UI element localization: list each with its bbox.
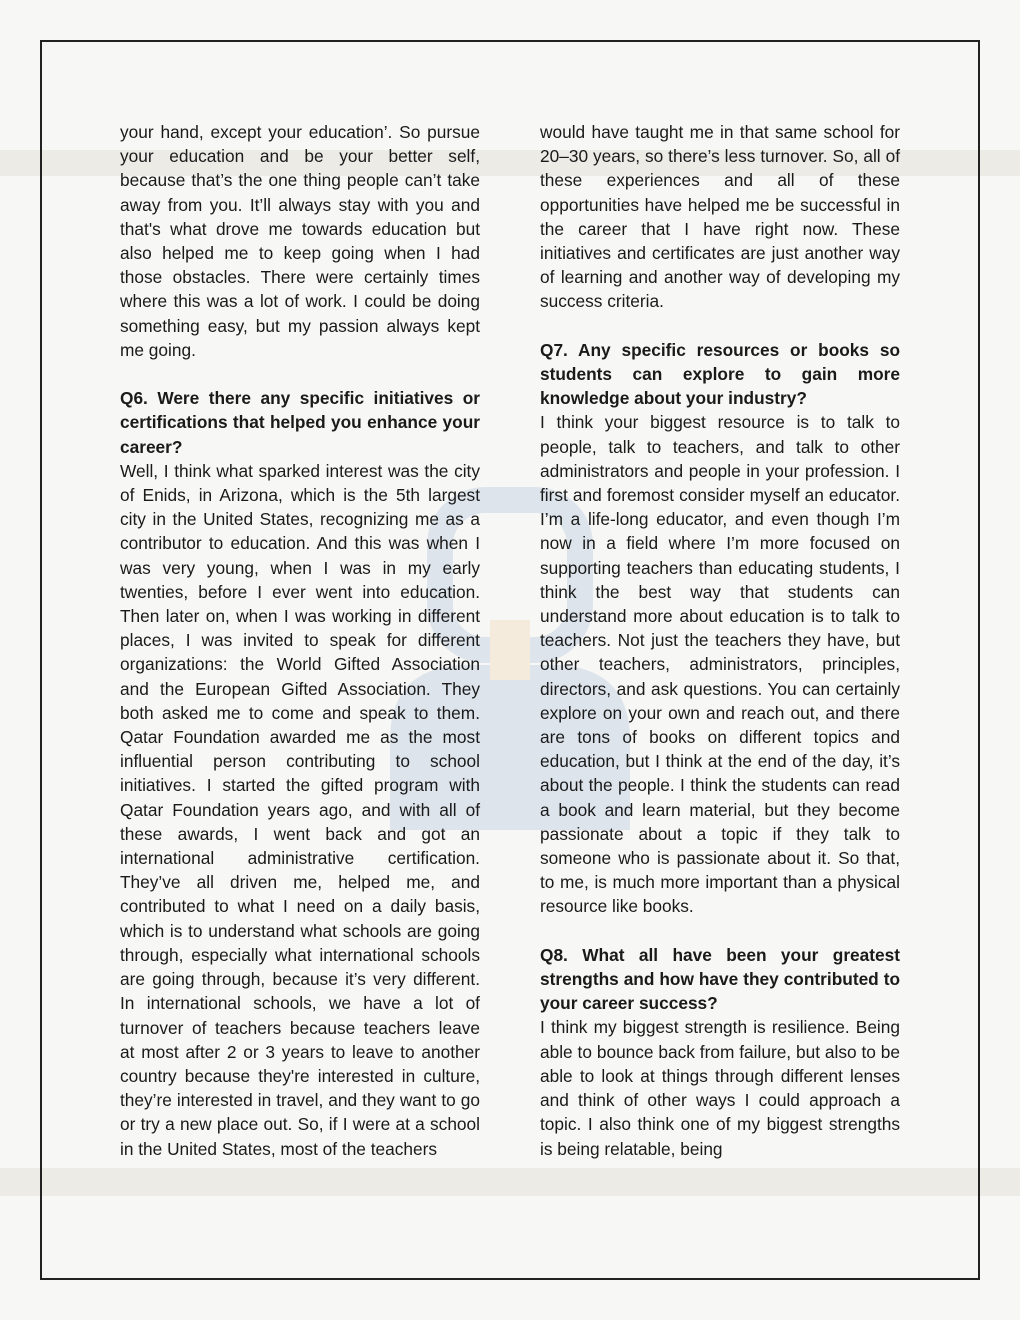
paragraph-continued: your hand, except your education’. So pursue your education and be your better self, because that’s the one thing people can’t take away from you. It’ll always stay with you and that's what drove me towards education but also helped me to keep going when I had those obstacles. There were certainly times where this was a lot of work. I could be doing something easy, but my passion always kept me going. — [120, 122, 480, 360]
question-8-heading: Q8. What all have been your greatest strengths and how have they contributed to your career success? — [540, 944, 900, 1014]
question-7-heading: Q7. Any specific resources or books so students can explore to gain more knowledge about your industry? — [540, 339, 900, 409]
answer-6: Well, I think what sparked interest was the city of Enids, in Arizona, which is the 5th largest city in the United States, recognizing me as a contributor to education. And this was when I was very young, when I was in my early twenties, before I ever went into education. Then later on, when I was working in different places, I was invited to speak for different organizations: the World Gifted Association and the European Gifted Association. They both asked me to come and speak to them. Qatar Foundation awarded me as the most influential person contributing to school initiatives. I started the gifted program with Qatar Foundation years ago, and with all of these awards, I went back and got an international administrative certification. They’ve all driven me, helped me, and contributed to what I need on a daily basis, which is to understand what schools are going through, especially what international schools are going through, because it’s very different. In international schools, we have a lot of turnover of teachers because teachers leave at most after 2 or 3 years to leave to another country because they're interested in culture, they’re interested in travel, and they want to go or try a new place out. So, if I were at a school in the United States, most of the teachers — [120, 460, 480, 1159]
left-column — [120, 120, 480, 1161]
paragraph-continued-right: would have taught me in that same school for 20–30 years, so there’s less turnover. So, all of these experiences and all of these opportunities have helped me be successful in the career that I have right now. These initiatives and certificates are just another way of learning and another way of developing my success criteria. — [540, 122, 900, 312]
right-column — [540, 120, 900, 1161]
answer-7: I think your biggest resource is to talk to people, talk to teachers, and talk to other administrators and people in your profession. I first and foremost consider myself an educator. I’m a life-long educator, and even though I’m now in a field where I’m more focused on supporting teachers than educating students, I think the best way that students can understand more about education is to talk to teachers. Not just the teachers they have, but other teachers, administrators, principles, directors, and ask questions. You can certainly explore on your own and reach out, and there are tons of books on different topics and education, but I think at the end of the day, it’s about the people. I think the students can read a book and learn material, but they become passionate about a topic if they talk to someone who is passionate about it. So that, to me, is much more important than a physical resource like books. — [540, 412, 900, 917]
question-6-heading: Q6. Were there any specific initiatives or certifications that helped you enhance your career? — [120, 388, 480, 457]
answer-8: I think my biggest strength is resilience. Being able to bounce back from failure, but also to be able to look at things through different lenses and think of other ways I could approach a topic. I also think one of my biggest strengths is being relatable, being — [540, 1017, 900, 1159]
